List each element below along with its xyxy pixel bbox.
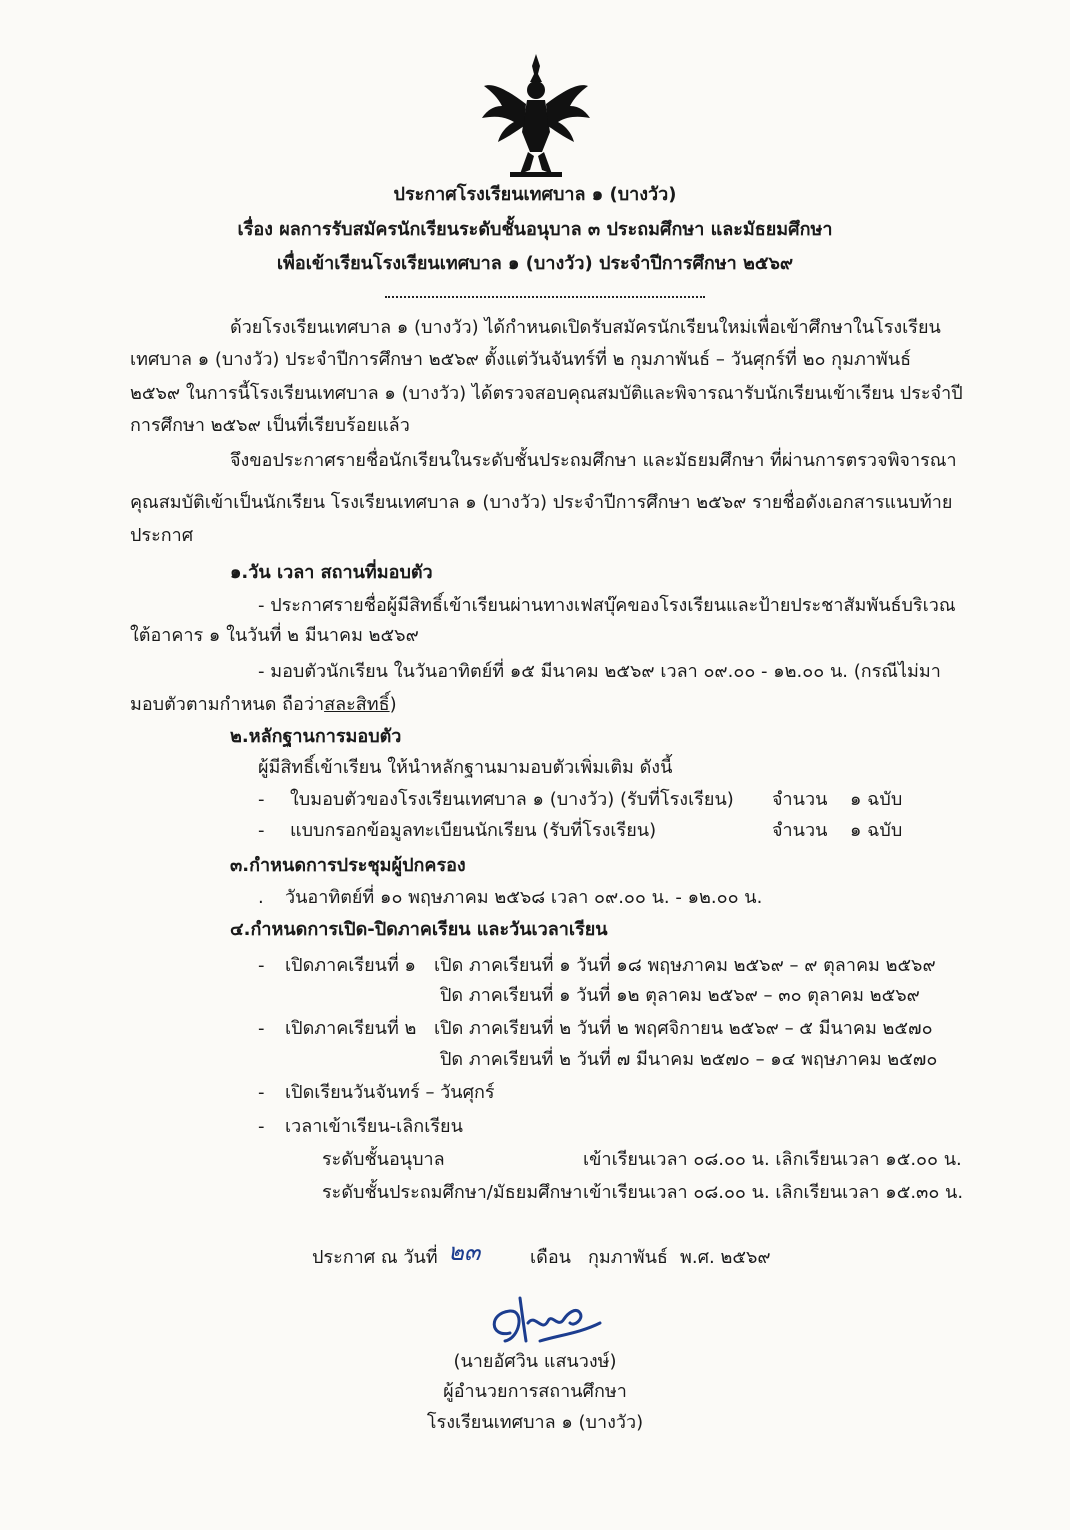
paragraph-1-line: เทศบาล ๑ (บางวัว) ประจำปีการศึกษา ๒๕๖๙ ตั้งแต่วันจันทร์ที่ ๒ กุมภาพันธ์ – วันศุกร์ที่ ๒๐ กุมภาพันธ์ [130,349,912,370]
quantity-label: จำนวน [772,789,828,810]
bullet-dash: . [258,887,264,908]
year-value: พ.ศ. ๒๕๖๙ [680,1247,771,1268]
bullet-dash: - [258,1116,265,1137]
section-3-heading: ๓.กำหนดการประชุมผู้ปกครอง [230,855,466,876]
quantity-value: ๑ ฉบับ [850,789,903,810]
term-2-close: ปิด ภาคเรียนที่ ๒ วันที่ ๗ มีนาคม ๒๕๗๐ – ๑๔ พฤษภาคม ๒๕๗๐ [440,1049,938,1070]
bullet-dash: - [258,1082,265,1103]
section-1-line: - มอบตัวนักเรียน ในวันอาทิตย์ที่ ๑๕ มีนาคม ๒๕๖๙ เวลา ๐๙.๐๐ - ๑๒.๐๐ น. (กรณีไม่มา [258,661,941,682]
meeting-date: วันอาทิตย์ที่ ๑๐ พฤษภาคม ๒๕๖๘ เวลา ๐๙.๐๐ น. - ๑๒.๐๐ น. [285,887,763,908]
document-item: ใบมอบตัวของโรงเรียนเทศบาล ๑ (บางวัว) (รับที่โรงเรียน) [290,789,734,810]
term-1-label: เปิดภาคเรียนที่ ๑ [285,955,416,976]
signer-organization: โรงเรียนเทศบาล ๑ (บางวัว) [426,1412,644,1433]
quantity-label: จำนวน [772,820,828,841]
term-1-close: ปิด ภาคเรียนที่ ๑ วันที่ ๑๒ ตุลาคม ๒๕๖๙ – ๓๐ ตุลาคม ๒๕๖๙ [440,985,920,1006]
bullet-dash: - [258,820,265,841]
primary-secondary-label: ระดับชั้นประถมศึกษา/มัธยมศึกษา [322,1182,583,1203]
forfeit-text: สละสิทธิ์ [324,694,390,715]
announcement-date-prefix: ประกาศ ณ วันที่ [312,1247,438,1268]
bullet-dash: - [258,955,265,976]
bullet-dash: - [258,789,265,810]
paragraph-2-line: จึงขอประกาศรายชื่อนักเรียนในระดับชั้นประถมศึกษา และมัธยมศึกษา ที่ผ่านการตรวจพิจารณา [230,450,957,471]
primary-secondary-time: เข้าเรียนเวลา ๐๘.๐๐ น. เลิกเรียนเวลา ๑๕.๓๐ น. [583,1182,964,1203]
section-1-line: ใต้อาคาร ๑ ในวันที่ ๒ มีนาคม ๒๕๖๙ [130,625,419,646]
section-1-line: - ประกาศรายชื่อผู้มีสิทธิ์เข้าเรียนผ่านทางเฟสบุ๊คของโรงเรียนและป้ายประชาสัมพันธ์บริเวณ [258,595,956,616]
signer-name: (นายอัศวิน แสนวงษ์) [453,1351,617,1372]
paragraph-2-line: คุณสมบัติเข้าเป็นนักเรียน โรงเรียนเทศบาล ๑ (บางวัว) ประจำปีการศึกษา ๒๕๖๙ รายชื่อดังเอกสารแนบท้าย [130,492,953,513]
handwritten-day: ๒๓ [448,1238,481,1266]
paragraph-1-line: ๒๕๖๙ ในการนี้โรงเรียนเทศบาล ๑ (บางวัว) ได้ตรวจสอบคุณสมบัติและพิจารณารับนักเรียนเข้าเรียน ประจำปี [130,383,963,404]
section-1-line [130,693,397,717]
section-4-heading: ๔.กำหนดการเปิด-ปิดภาคเรียน และวันเวลาเรียน [230,919,608,940]
school-days: เปิดเรียนวันจันทร์ – วันศุกร์ [285,1082,495,1103]
school-hours-label: เวลาเข้าเรียน-เลิกเรียน [285,1116,463,1137]
title-line-3: เพื่อเข้าเรียนโรงเรียนเทศบาล ๑ (บางวัว) ประจำปีการศึกษา ๒๕๖๙ [276,253,794,274]
section-2-heading: ๒.หลักฐานการมอบตัว [230,726,402,747]
quantity-value: ๑ ฉบับ [850,820,903,841]
term-2-label: เปิดภาคเรียนที่ ๒ [285,1018,417,1039]
paragraph-2-line: ประกาศ [130,525,194,546]
month-value: กุมภาพันธ์ [588,1247,668,1268]
text: มอบตัวตามกำหนด ถือว่า [130,694,325,715]
kindergarten-time: เข้าเรียนเวลา ๐๘.๐๐ น. เลิกเรียนเวลา ๑๕.๐๐ น. [583,1149,962,1170]
bullet-dash: - [258,1018,265,1039]
term-1-open: เปิด ภาคเรียนที่ ๑ วันที่ ๑๘ พฤษภาคม ๒๕๖๙ – ๙ ตุลาคม ๒๕๖๙ [434,955,936,976]
paragraph-1-line: ด้วยโรงเรียนเทศบาล ๑ (บางวัว) ได้กำหนดเปิดรับสมัครนักเรียนใหม่เพื่อเข้าศึกษาในโรงเรียน [230,317,941,338]
term-2-open: เปิด ภาคเรียนที่ ๒ วันที่ ๒ พฤศจิกายน ๒๕๖๙ – ๕ มีนาคม ๒๕๗๐ [434,1018,933,1039]
text: ) [389,694,397,715]
garuda-emblem [480,52,592,180]
document-item: แบบกรอกข้อมูลทะเบียนนักเรียน (รับที่โรงเรียน) [290,820,657,841]
title-line-2: เรื่อง ผลการรับสมัครนักเรียนระดับชั้นอนุบาล ๓ ประถมศึกษา และมัธยมศึกษา [237,219,833,240]
signer-position: ผู้อำนวยการสถานศึกษา [443,1381,627,1402]
kindergarten-label: ระดับชั้นอนุบาล [322,1149,445,1170]
signature [480,1283,610,1353]
section-2-intro: ผู้มีสิทธิ์เข้าเรียน ให้นำหลักฐานมามอบตัวเพิ่มเติม ดังนี้ [258,757,673,778]
month-label: เดือน [530,1247,571,1268]
paragraph-1-line: การศึกษา ๒๕๖๙ เป็นที่เรียบร้อยแล้ว [130,415,410,436]
section-1-heading: ๑.วัน เวลา สถานที่มอบตัว [230,562,433,583]
title-line-1: ประกาศโรงเรียนเทศบาล ๑ (บางวัว) [393,184,677,205]
dotted-divider [385,296,705,298]
